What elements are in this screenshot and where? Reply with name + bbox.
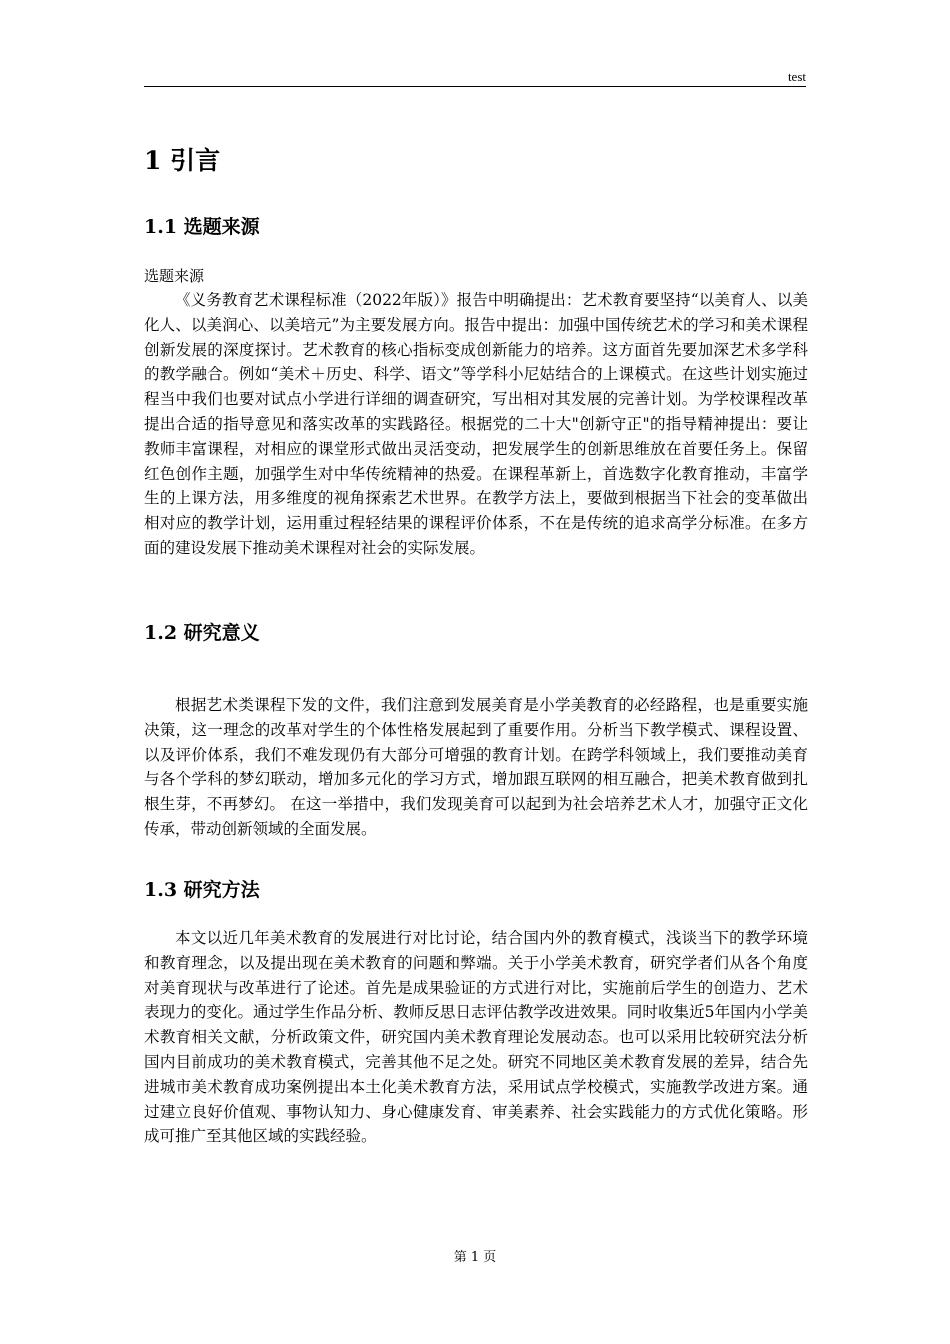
section-paragraph-1-1: 《义务教育艺术课程标准（2022年版）》报告中明确提出：艺术教育要坚持“以美育人、以美化人、以美润心、以美培元”为主要发展方向。报告中提出：加强中国传统艺术的学习和美术课程创新发展的深度探讨。艺术教育的核心指标变成创新能力的培养。这方面首先要加深艺术多学科的教学融合。例如“美术＋历史、科学、语文”等学科小尼姑结合的上课模式。在这些计划实施过程当中我们也要对试点小学进行详细的调查研究，写出相对其发展的完善计划。为学校课程改革提出合适的指导意见和落实改革的实践路径。根据党的二十大"创新守正"的指导精神提出：要让教师丰富课程，对相应的课堂形式做出灵活变动，把发展学生的创新思维放在首要任务上。保留红色创作主题，加强学生对中华传统精神的热爱。在课程革新上，首选数字化教育推动，丰富学生的上课方法，用多维度的视角探索艺术世界。在教学方法上，要做到根据当下社会的变革做出相对应的教学计划，运用重过程轻结果的课程评价体系，不在是传统的追求高学分标准。在多方面的建设发展下推动美术课程对社会的实际发展。: [144, 291, 808, 557]
page-header-text: test: [787, 69, 806, 84]
header-rule: [144, 86, 806, 87]
page-number: 第 1 页: [453, 1250, 497, 1265]
section-label-1-1: 选题来源: [144, 267, 205, 285]
section-paragraph-1-2: 根据艺术类课程下发的文件，我们注意到发展美育是小学美教育的必经路程，也是重要实施决策，这一理念的改革对学生的个体性格发展起到了重要作用。分析当下教学模式、课程设置、以及评价体系，我们不难发现仍有大部分可增强的教育计划。在跨学科领域上，我们要推动美育与各个学科的梦幻联动，增加多元化的学习方式，增加跟互联网的相互融合，把美术教育做到扎根生芽，不再梦幻。 在这一举措中，我们发现美育可以起到为社会培养艺术人才，加强守正文化传承，带动创新领域的全面发展。: [144, 696, 808, 838]
section-heading-1-1: 1.1 选题来源: [144, 216, 260, 238]
chapter-title: 1 引言: [144, 146, 221, 175]
section-paragraph-1-3: 本文以近几年美术教育的发展进行对比讨论，结合国内外的教育模式，浅谈当下的教学环境和教育理念，以及提出现在美术教育的问题和弊端。关于小学美术教育，研究学者们从各个角度对美育现状与改革进行了论述。首先是成果验证的方式进行对比，实施前后学生的创造力、艺术表现力的变化。通过学生作品分析、教师反思日志评估教学改进效果。同时收集近5年国内小学美术教育相关文献，分析政策文件，研究国内美术教育理论发展动态。也可以采用比较研究法分析国内目前成功的美术教育模式，完善其他不足之处。研究不同地区美术教育发展的差异，结合先进城市美术教育成功案例提出本土化美术教育方法，采用试点学校模式，实施教学改进方案。通过建立良好价值观、事物认知力、身心健康发育、审美素养、社会实践能力的方式优化策略。形成可推广至其他区域的实践经验。: [144, 929, 808, 1146]
section-heading-1-3: 1.3 研究方法: [144, 879, 260, 901]
section-heading-1-2: 1.2 研究意义: [144, 622, 260, 644]
